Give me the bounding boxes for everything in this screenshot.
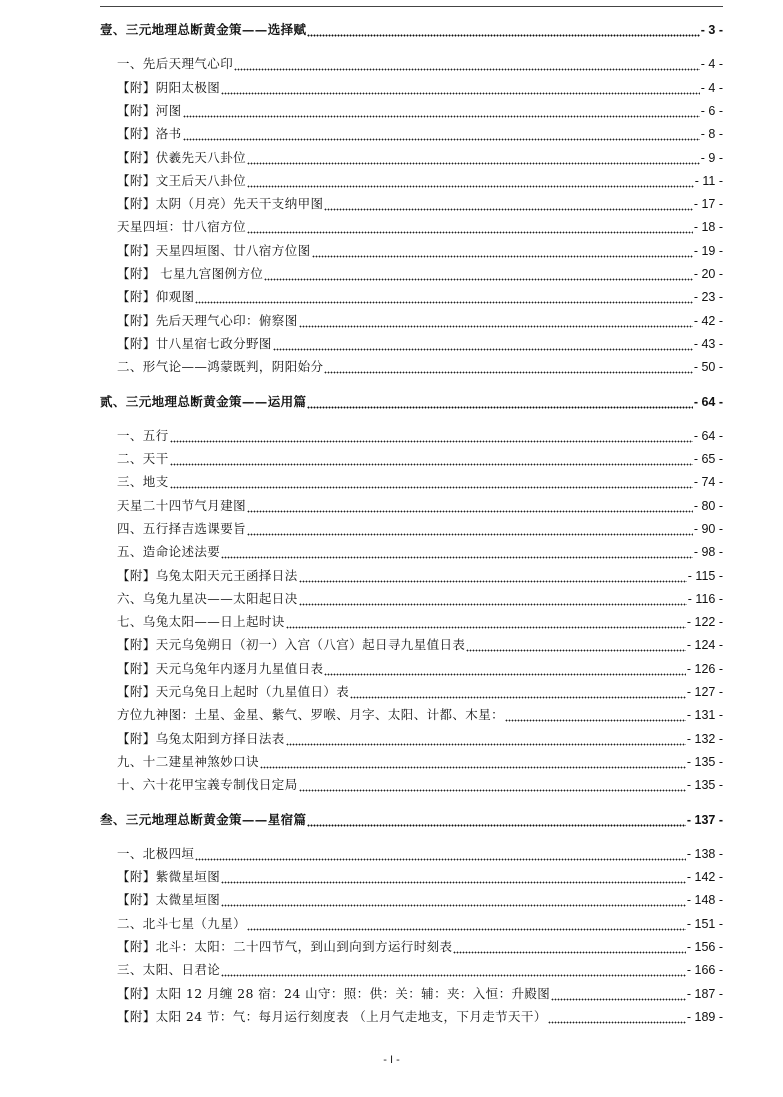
toc-dot-leader (221, 80, 700, 96)
toc-entry[interactable] (117, 727, 723, 747)
toc-entry-title: 叁、三元地理总断黄金策——星宿篇 (100, 812, 307, 827)
toc-entry-title: 七、乌兔太阳——日上起时诀 (117, 614, 285, 629)
toc-entry-title: 贰、三元地理总断黄金策——运用篇 (100, 394, 307, 409)
toc-dot-leader (324, 661, 685, 677)
toc-entry[interactable] (117, 842, 723, 862)
toc-dot-leader (312, 243, 693, 259)
toc-dot-leader (221, 869, 686, 885)
toc-dot-leader (324, 196, 692, 212)
toc-page-number: - 42 - (693, 314, 723, 328)
toc-entry-title: 一、先后天理气心印 (117, 56, 234, 71)
toc-dot-leader (324, 359, 692, 375)
toc-entry-title: 【附】太微星垣图 (117, 892, 221, 907)
toc-entry[interactable] (117, 169, 723, 189)
toc-entry-title: 【附】天元乌兔年内逐月九星值日表 (117, 661, 324, 676)
toc-dot-leader (183, 103, 700, 119)
toc-entry[interactable] (117, 587, 723, 607)
toc-page-number: - 138 - (686, 847, 723, 861)
toc-dot-leader (247, 521, 693, 537)
toc-dot-leader (307, 22, 699, 38)
toc-entry-title: 壹、三元地理总断黄金策——选择赋 (100, 22, 307, 37)
toc-entry-title: 【附】太阳 24 节：气：每月运行刻度表 （上月气走地支，下月走节天干） (117, 1009, 547, 1024)
toc-entry[interactable] (117, 122, 723, 142)
toc-entry[interactable] (117, 146, 723, 166)
toc-page-number: - 124 - (686, 638, 723, 652)
toc-dot-leader (299, 591, 687, 607)
toc-page-number: - 18 - (693, 220, 723, 234)
toc-chapter-heading[interactable] (100, 390, 723, 410)
toc-entry[interactable] (117, 750, 723, 770)
toc-page-number: - 17 - (693, 197, 723, 211)
toc-page-number: - 127 - (686, 685, 723, 699)
toc-entry[interactable] (117, 958, 723, 978)
toc-entry-title: 一、五行 (117, 428, 169, 443)
toc-entry-title: 【附】先后天理气心印：俯察图 (117, 313, 298, 328)
toc-dot-leader (234, 56, 700, 72)
toc-entry[interactable] (117, 865, 723, 885)
toc-page-number: - 115 - (687, 569, 723, 583)
toc-page-number: - 74 - (693, 475, 723, 489)
toc-entry-title: 【附】天元乌兔日上起时（九星值日）表 (117, 684, 350, 699)
toc-entry[interactable] (117, 332, 723, 352)
toc-page-number: - 151 - (686, 917, 723, 931)
toc-entry[interactable] (117, 285, 723, 305)
toc-entry-title: 十、六十花甲宝義专制伐日定局 (117, 777, 298, 792)
toc-entry-title: 【附】阴阳太极图 (117, 80, 221, 95)
toc-dot-leader (264, 266, 693, 282)
toc-entry[interactable] (117, 99, 723, 119)
toc-dot-leader (286, 614, 686, 630)
toc-page-number: - 50 - (693, 360, 723, 374)
toc-page-number: - 116 - (687, 592, 723, 606)
toc-entry-title: 【附】乌兔太阳天元王函择日法 (117, 568, 298, 583)
toc-entry[interactable] (117, 1005, 723, 1025)
toc-entry-title: 二、形气论——鸿蒙既判，阴阳始分 (117, 359, 324, 374)
toc-entry[interactable] (117, 540, 723, 560)
toc-entry-title: 一、北极四垣 (117, 846, 195, 861)
toc-entry[interactable] (117, 657, 723, 677)
toc-dot-leader (170, 451, 693, 467)
toc-page-number: - 137 - (686, 813, 723, 827)
toc-entry-title: 【附】太阴（月亮）先天干支纳甲图 (117, 196, 324, 211)
toc-entry-title: 【附】伏羲先天八卦位 (117, 150, 247, 165)
toc-page-number: - 135 - (686, 755, 723, 769)
toc-dot-leader (551, 986, 686, 1002)
toc-entry[interactable] (117, 239, 723, 259)
toc-entry-title: 二、北斗七星（九星） (117, 916, 247, 931)
toc-entry[interactable] (117, 76, 723, 96)
toc-dot-leader (170, 428, 693, 444)
footer-page-number: - I - (383, 1054, 400, 1066)
toc-entry[interactable] (117, 982, 723, 1002)
toc-dot-leader (247, 498, 693, 514)
toc-entry-title: 【附】廿八星宿七政分野图 (117, 336, 272, 351)
toc-entry-title: 【附】河图 (117, 103, 182, 118)
toc-dot-leader (170, 474, 693, 490)
toc-page-number: - 20 - (693, 267, 723, 281)
toc-entry[interactable] (117, 262, 723, 282)
toc-entry-title: 六、乌兔九星决——太阳起日决 (117, 591, 298, 606)
toc-dot-leader (299, 313, 693, 329)
toc-dot-leader (299, 568, 687, 584)
toc-dot-leader (350, 684, 686, 700)
toc-page-number: - 131 - (686, 708, 723, 722)
toc-dot-leader (453, 939, 685, 955)
toc-page-number: - 65 - (693, 452, 723, 466)
toc-entry[interactable] (117, 494, 723, 514)
toc-entry[interactable] (117, 355, 723, 375)
toc-dot-leader (247, 150, 700, 166)
toc-entry[interactable] (117, 309, 723, 329)
toc-entry[interactable] (117, 192, 723, 212)
toc-entry-title: 【附】北斗：太阳：二十四节气，到山到向到方运行时刻表 (117, 939, 453, 954)
toc-entry-title: 【附】天星四垣图、廿八宿方位图 (117, 243, 311, 258)
toc-chapter-heading[interactable] (100, 808, 723, 828)
toc-entry-title: 三、太阳、日君论 (117, 962, 221, 977)
toc-entry[interactable] (117, 773, 723, 793)
toc-dot-leader (183, 126, 700, 142)
toc-page-number: - 3 - (700, 23, 723, 37)
toc-dot-leader (247, 219, 693, 235)
toc-entry[interactable] (117, 703, 723, 723)
toc-dot-leader (195, 289, 692, 305)
toc-page-number: - 126 - (686, 662, 723, 676)
toc-entry[interactable] (117, 610, 723, 630)
toc-entry[interactable] (117, 52, 723, 72)
toc-dot-leader (273, 336, 693, 352)
toc-page-number: - 122 - (686, 615, 723, 629)
toc-page-number: - 6 - (700, 104, 723, 118)
toc-entry-title: 九、十二建星神煞妙口诀 (117, 754, 259, 769)
toc-page-number: - 166 - (686, 963, 723, 977)
toc-page-number: - 19 - (693, 244, 723, 258)
toc-entry[interactable] (117, 470, 723, 490)
toc-entry[interactable] (117, 447, 723, 467)
toc-entry-title: 天星二十四节气月建图 (117, 498, 247, 513)
toc-page-number: - 189 - (686, 1010, 723, 1024)
toc-chapter-heading[interactable] (100, 18, 723, 38)
toc-entry-title: 【附】文王后天八卦位 (117, 173, 247, 188)
toc-entry-title: 【附】乌兔太阳到方择日法表 (117, 731, 285, 746)
toc-page-number: - 9 - (700, 151, 723, 165)
toc-entry[interactable] (117, 633, 723, 653)
toc-page-number: - 8 - (700, 127, 723, 141)
toc-page-number: - 80 - (693, 499, 723, 513)
toc-page-number: - 148 - (686, 893, 723, 907)
toc-entry-title: 三、地支 (117, 474, 169, 489)
toc-entry[interactable] (117, 215, 723, 235)
toc-dot-leader (548, 1009, 686, 1025)
toc-dot-leader (307, 394, 692, 410)
toc-page-number: - 187 - (686, 987, 723, 1001)
toc-dot-leader (505, 707, 686, 723)
toc-dot-leader (260, 754, 686, 770)
toc-entry[interactable] (117, 680, 723, 700)
toc-page-number: - 135 - (686, 778, 723, 792)
toc-dot-leader (286, 731, 686, 747)
toc-page-number: - 142 - (686, 870, 723, 884)
toc-page-number: - 4 - (700, 81, 723, 95)
toc-page-number: - 64 - (693, 395, 723, 409)
toc-entry-title: 二、天干 (117, 451, 169, 466)
toc-entry-title: 【附】天元乌兔朔日（初一）入宫（八宫）起日寻九星值日表 (117, 637, 466, 652)
toc-dot-leader (221, 544, 693, 560)
toc-entry-title: 方位九神图：土星、金星、紫气、罗喉、月字、太阳、计都、木星： (117, 707, 505, 722)
toc-dot-leader (307, 812, 685, 828)
toc-dot-leader (247, 173, 694, 189)
toc-dot-leader (466, 637, 686, 653)
toc-dot-leader (221, 962, 686, 978)
toc-page-number: - 64 - (693, 429, 723, 443)
toc-dot-leader (247, 916, 686, 932)
toc-page-number: - 98 - (693, 545, 723, 559)
toc-entry[interactable] (117, 564, 723, 584)
toc-entry-title: 天星四垣：廿八宿方位 (117, 219, 247, 234)
toc-page-number: - 156 - (686, 940, 723, 954)
toc-entry-title: 【附】仰观图 (117, 289, 195, 304)
toc-entry[interactable] (117, 935, 723, 955)
toc-page-number: - 11 - (694, 174, 723, 188)
toc-entry[interactable] (117, 424, 723, 444)
toc-entry-title: 【附】紫微星垣图 (117, 869, 221, 884)
toc-entry[interactable] (117, 888, 723, 908)
toc-page-number: - 4 - (700, 57, 723, 71)
toc-dot-leader (221, 892, 686, 908)
toc-entry-title: 五、造命论述法要 (117, 544, 221, 559)
toc-page-number: - 132 - (686, 732, 723, 746)
toc-entry[interactable] (117, 912, 723, 932)
toc-entry-title: 四、五行择吉选课要旨 (117, 521, 247, 536)
toc-dot-leader (299, 777, 686, 793)
toc-page-number: - 23 - (693, 290, 723, 304)
toc-page-number: - 43 - (693, 337, 723, 351)
toc-page-number: - 90 - (693, 522, 723, 536)
toc-dot-leader (195, 846, 685, 862)
toc-entry-title: 【附】洛书 (117, 126, 182, 141)
toc-entry[interactable] (117, 517, 723, 537)
toc-entry-title: 【附】 七星九宫图例方位 (117, 266, 264, 281)
toc-entry-title: 【附】太阳 12 月缠 28 宿：24 山守：照：供：关：辅：夹：入恒：升殿图 (117, 986, 551, 1001)
